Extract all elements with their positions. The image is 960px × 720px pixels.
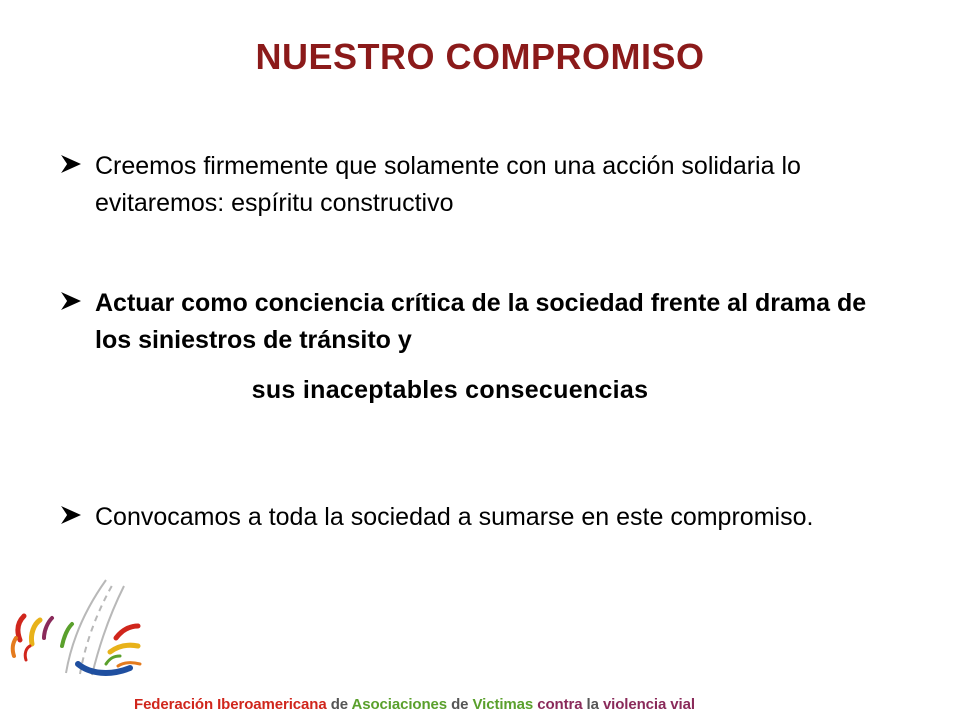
arrowhead-bullet-icon	[60, 505, 82, 525]
footer-word: contra	[537, 696, 583, 713]
bullet-text: Actuar como conciencia crítica de la sociedad frente al drama de los siniestros de tránsito y	[95, 289, 867, 354]
footer-word: Victimas	[472, 696, 534, 713]
arrowhead-bullet-icon	[60, 154, 82, 174]
bullet-item	[60, 148, 880, 222]
bullet-item	[60, 499, 880, 536]
footer-word: Iberoamericana	[217, 696, 327, 713]
arrowhead-bullet-icon	[60, 291, 82, 311]
bullet-item	[60, 285, 880, 359]
footer-word: de	[330, 696, 348, 713]
footer-word: Federación	[134, 696, 214, 713]
footer-word: la	[586, 696, 599, 713]
footer-word: de	[451, 696, 469, 713]
federation-emblem-icon	[6, 578, 146, 678]
bullet-text: Creemos firmemente que solamente con una acción solidaria lo evitaremos: espíritu constructivo	[95, 152, 801, 217]
bullet-text: Convocamos a toda la sociedad a sumarse en este compromiso.	[95, 503, 814, 531]
footer-word: violencia vial	[602, 696, 695, 713]
slide-title: NUESTRO COMPROMISO	[255, 36, 705, 77]
footer-word: Asociaciones	[351, 696, 448, 713]
footer-organization-name	[134, 696, 695, 713]
bullet-continuation-text: sus inaceptables consecuencias	[251, 376, 649, 404]
